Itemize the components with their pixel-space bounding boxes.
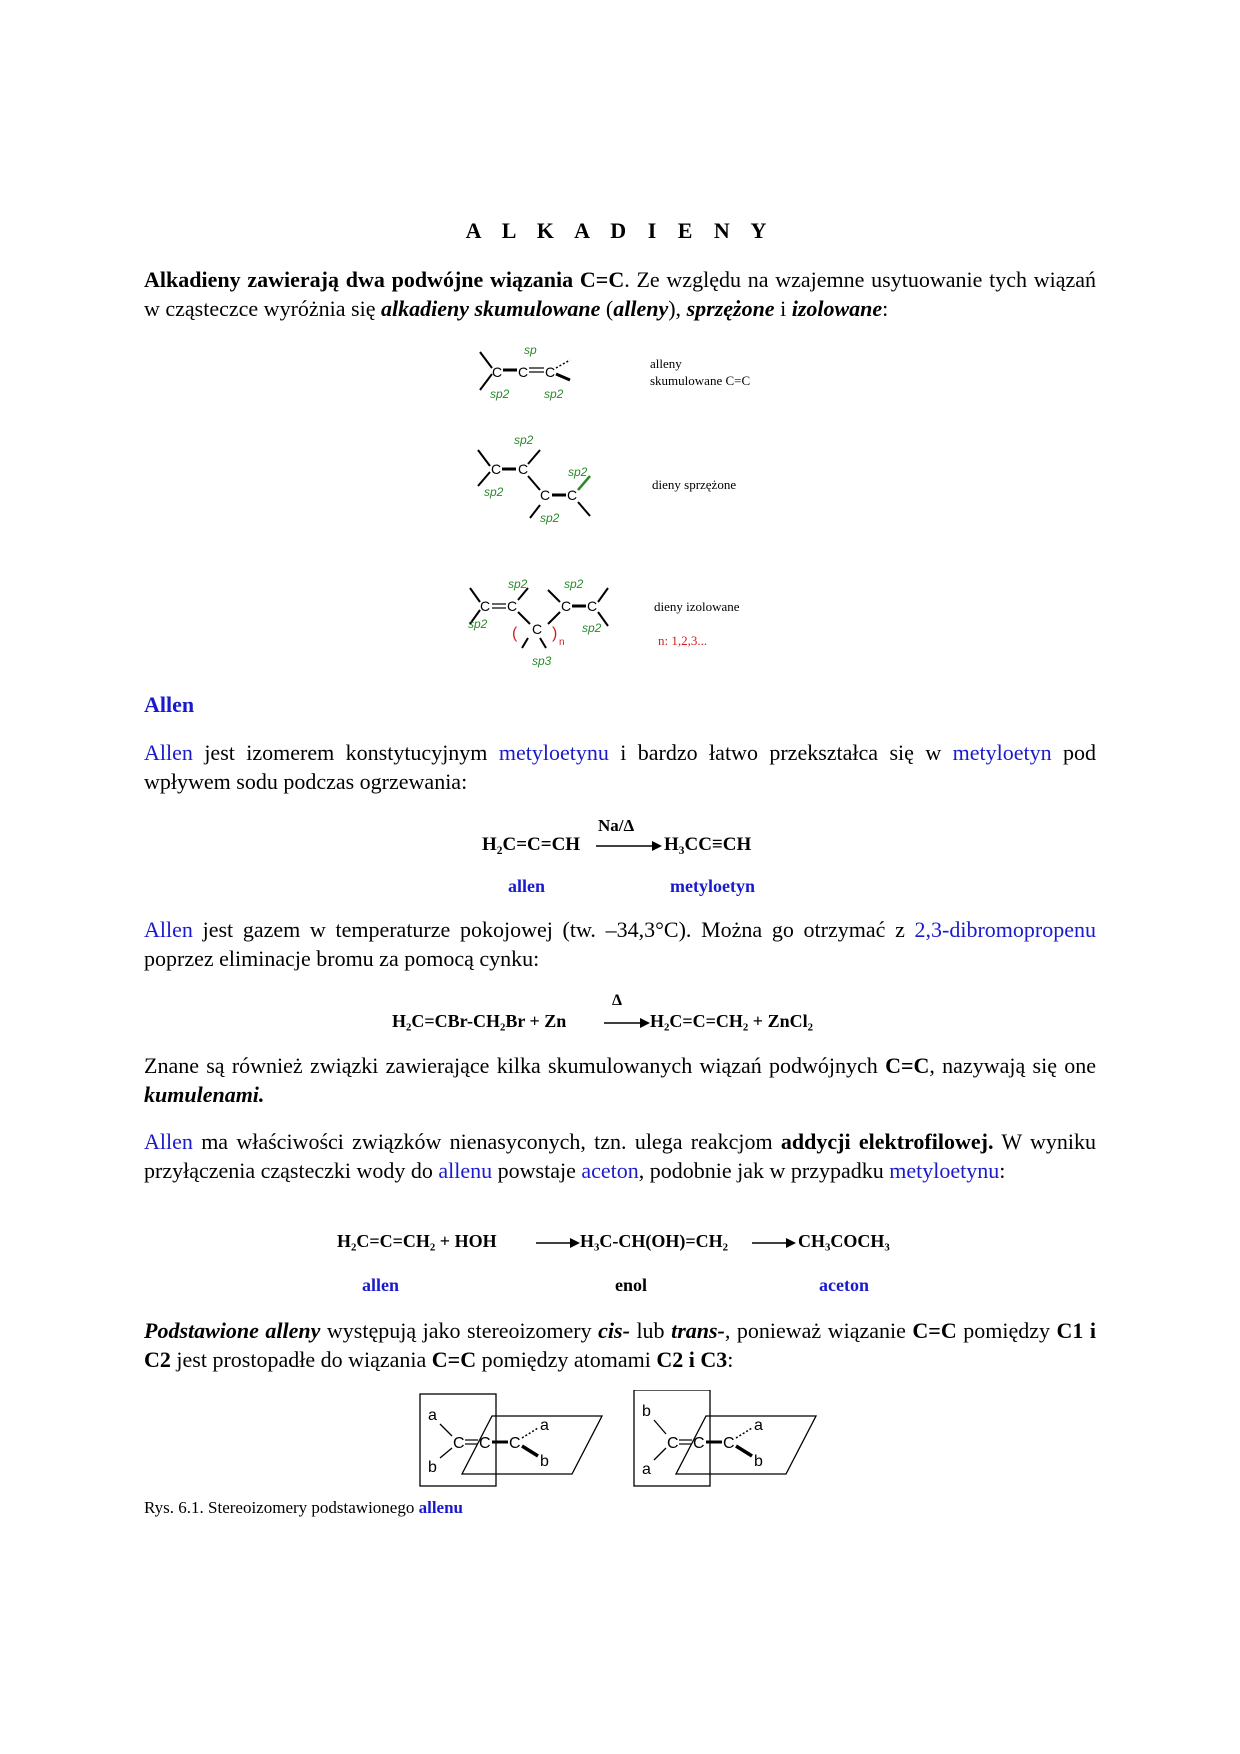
hybrid-label: sp [524,343,537,357]
metyloetynu-link[interactable]: metyloetynu [889,1157,1000,1183]
atom-c3: C [509,1435,521,1452]
atom-c1: C [453,1435,465,1452]
text: , podobnie jak w przypadku [638,1157,884,1183]
text: Znane są również związki zawierające kilka skumulowanych wiązań podwójnych [144,1053,878,1078]
stereoisomer-1 [420,1394,602,1486]
hybrid-label: sp2 [544,387,564,401]
metyloetyn-link[interactable]: metyloetyn [952,740,1052,765]
allen-link[interactable]: Allen [144,1129,193,1154]
dibromopropenu-link[interactable]: 2,3-dibromopropenu [914,917,1096,942]
svg-text:): ) [552,625,558,642]
eq3-arrow-1 [536,1233,580,1253]
c3-atom: C3 [700,1346,728,1372]
atom-c3: C [723,1435,735,1452]
text: powstaje [497,1157,576,1183]
eq3-label-enol: enol [615,1275,648,1295]
atom-c: C [540,487,551,503]
c1-atom: C1 [1056,1318,1084,1343]
text: W wyniku przyłączenia cząsteczki wody do [144,1129,1096,1183]
stereo-paragraph [144,1317,1096,1374]
allen-link[interactable]: Allen [144,917,193,942]
eq2-products: H₂C=C=CH₂ + ZnCl₂ [650,1011,813,1031]
eq3-label-aceton[interactable]: aceton [819,1275,869,1295]
atom-c: C [561,598,572,614]
metyloetynu-link[interactable]: metyloetynu [498,740,609,765]
eq1-reactant: H₂C=C=CH [482,834,581,855]
c2-atom: C2 [144,1346,171,1372]
text: , nazywają się one [929,1053,1096,1078]
allen-paragraph-1 [144,739,1096,796]
text: ma właściwości związków nienasyconych, tzn. ulega reakcjom [201,1129,773,1154]
substituent-b: b [540,1453,549,1470]
addycja-term: addycji elektrofilowej. [780,1129,994,1154]
allen-link[interactable]: Allen [144,740,193,765]
isolated-structure [468,577,608,668]
cc-bond: C=C [912,1318,957,1343]
kumuleny-paragraph [144,1052,1096,1109]
substituent-a: a [540,1417,549,1434]
hybrid-label: sp2 [568,465,588,479]
atom-c: C [518,461,529,477]
text: poprzez eliminacje bromu za pomocą cynku: [144,945,540,971]
eq2-arrow [604,1013,650,1033]
term-izolowane: izolowane [791,295,883,321]
text: lub [636,1318,665,1343]
term-sprzezone: sprzężone [686,295,775,321]
conjugated-structure [478,433,590,525]
eq2-reactants: H₂C=CBr-CH₂Br + Zn [392,1011,567,1031]
intro-bold: Alkadieny zawierają dwa podwójne wiązania [144,267,574,292]
eq1-product: H₃CC≡CH [664,834,752,855]
text: : [999,1157,1006,1183]
page-title: A L K A D I E N Y [465,218,775,243]
hybrid-label: sp2 [490,387,510,401]
paren: ), [668,295,682,321]
hybrid-label: sp2 [582,621,602,635]
term-kumuleny: kumulenami. [144,1081,265,1107]
stereoisomer-2 [634,1390,816,1486]
hybrid-label: sp2 [508,577,528,591]
allenu-link[interactable]: allenu [438,1157,493,1183]
svg-text:(: ( [512,625,518,642]
colon: : [882,295,889,321]
atom-c1: C [667,1435,679,1452]
hybrid-label: sp2 [564,577,584,591]
term-trans: trans- [671,1318,725,1343]
eq1-label-allen[interactable]: allen [508,876,546,896]
c2-atom: C2 [656,1346,684,1372]
substituent-b: b [428,1459,437,1476]
hybrid-label: sp3 [532,654,552,668]
intro-text: . Ze względu na wzajemne usytuowanie tych wiązań w cząsteczce wyróżnia się [144,267,1097,321]
eq3-label-allen[interactable]: allen [362,1275,400,1295]
allen-heading: Allen [144,692,195,717]
eq2-condition: Δ [612,992,623,1009]
allene-label-line1: alleny [650,356,682,371]
atom-c: C [518,364,529,380]
atom-c: C [492,364,503,380]
atom-c: C [507,598,518,614]
text: jest izomerem konstytucyjnym [204,740,488,765]
text: występują jako stereoizomery [326,1318,592,1343]
hybrid-label: sp2 [540,511,560,525]
atom-c: C [491,461,502,477]
text: pomiędzy [963,1318,1050,1343]
conjugated-label: dieny sprzężone [652,477,737,492]
atom-c: C [532,621,543,637]
text: : [727,1346,734,1372]
substituent-b: b [642,1403,651,1420]
aceton-link[interactable]: aceton [581,1157,639,1183]
conj: i [780,295,787,321]
term-podstawione-alleny: Podstawione alleny [144,1318,321,1343]
allene-structure [480,343,570,401]
addycja-paragraph [144,1128,1096,1185]
intro-paragraph [144,266,1096,323]
substituent-a: a [428,1407,437,1424]
atom-c2: C [479,1435,491,1452]
eq1-arrow [596,836,662,856]
allene-label-line2: skumulowane C=C [650,373,751,388]
term-alleny: alleny [613,295,669,321]
substituent-b: b [754,1453,763,1470]
n-values-label: n: 1,2,3... [658,633,708,648]
atom-c: C [587,598,598,614]
allene-label [650,355,750,389]
stereoisomers-figure [416,1390,832,1490]
intro-cc: C=C [579,267,625,292]
term-cis: cis- [598,1318,630,1343]
substituent-a: a [642,1461,651,1478]
substituent-a: a [754,1417,763,1434]
isolated-label: dieny izolowane [654,599,740,614]
allenu-link[interactable]: allenu [418,1498,463,1517]
hybrid-label: sp2 [514,433,534,447]
eq1-condition: Na/Δ [598,816,635,835]
atom-c: C [567,487,578,503]
eq3-arrow-2 [752,1233,796,1253]
atom-c2: C [693,1435,705,1452]
atom-c: C [480,598,491,614]
paren: ( [605,295,614,321]
caption-text: Rys. 6.1. Stereoizomery podstawionego [144,1498,415,1517]
atom-c: C [545,364,556,380]
text: pod wpływem sodu podczas ogrzewania: [144,740,1097,794]
text: i bardzo łatwo przekształca się w [620,740,942,765]
text: pomiędzy atomami [481,1346,651,1372]
text: jest prostopadłe do wiązania [176,1346,427,1372]
eq3-intermediate: H₃C-CH(OH)=CH₂ [580,1231,729,1251]
eq3-product: CH₃COCH₃ [798,1231,890,1251]
eq1-label-metyloetyn[interactable]: metyloetyn [670,876,755,896]
eq3-reactants: H₂C=C=CH₂ + HOH [337,1231,497,1251]
text: jest gazem w temperaturze pokojowej (tw. –34,3°C). Można go otrzymać z [202,917,905,942]
figure-caption [144,1498,463,1518]
hybrid-label: sp2 [468,617,488,631]
hybrid-label: sp2 [484,485,504,499]
diene-types-diagram [460,340,820,670]
conj: i [1089,1318,1097,1343]
allen-paragraph-2 [144,916,1096,973]
cc-bond: C=C [431,1346,477,1372]
conj: i [688,1346,695,1372]
text: , ponieważ wiązanie [724,1318,906,1343]
n-subscript: n [559,637,565,648]
cc-bond: C=C [885,1053,930,1078]
term-skumulowane: alkadieny skumulowane [380,295,601,321]
